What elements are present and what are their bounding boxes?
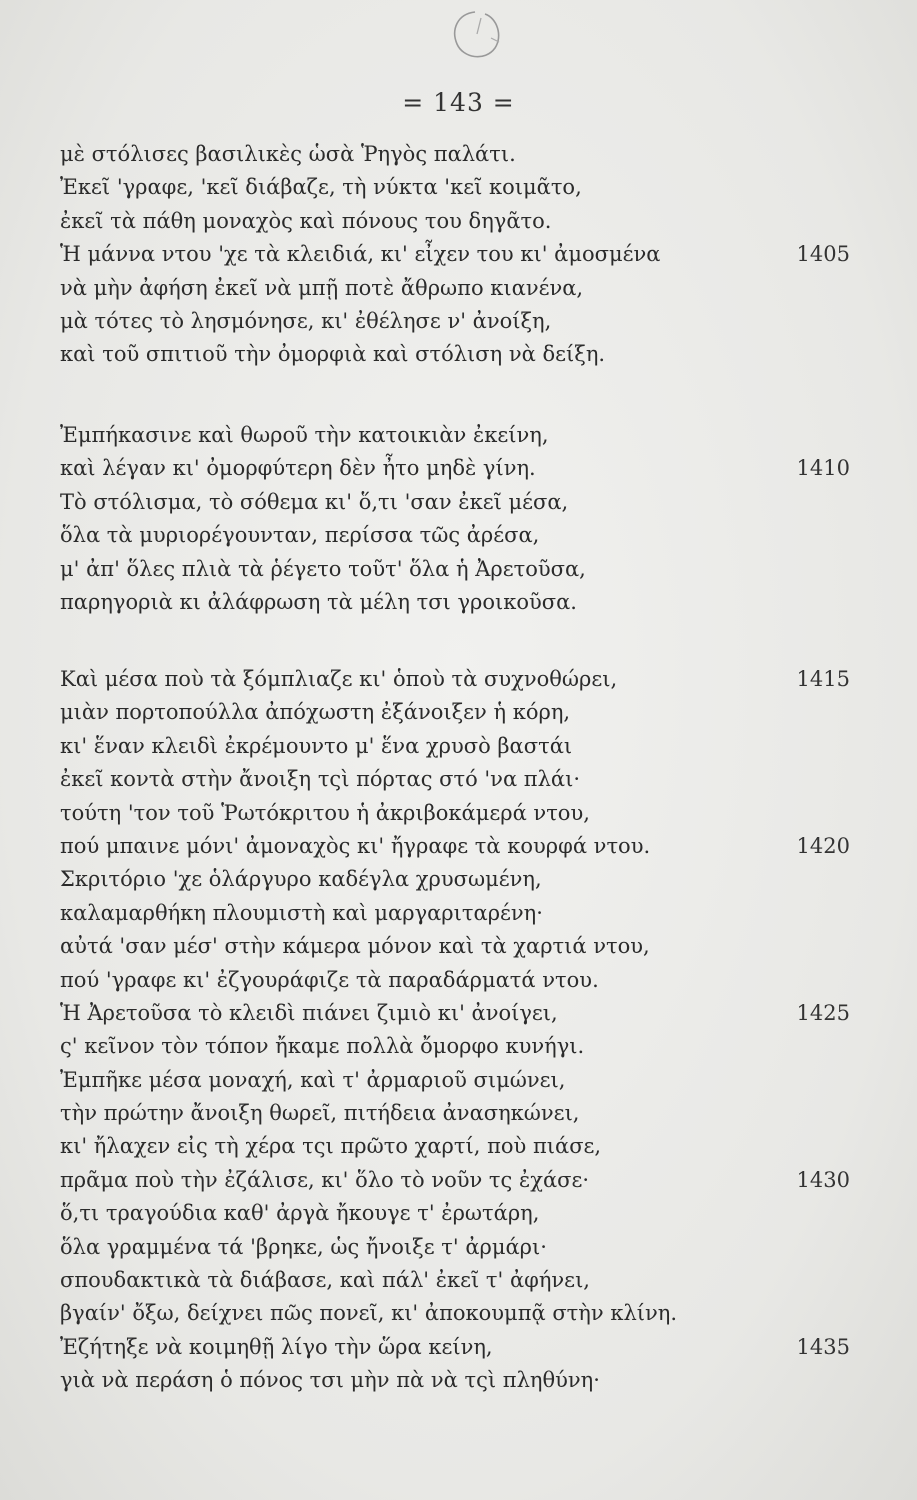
verse-text: καλαμαρθήκη πλουμιστὴ καὶ μαργαριταρένη·	[60, 900, 543, 925]
verse-line	[60, 553, 860, 586]
verse-line	[60, 452, 860, 485]
verse-text: ἐκεῖ τὰ πάθη μοναχὸς καὶ πόνους του δηγᾶτο.	[60, 208, 552, 233]
verse-line	[60, 1097, 860, 1130]
verse-text: Ἐμπῆκε μέσα μοναχή, καὶ τ' ἀρμαριοῦ σιμώνει,	[60, 1067, 566, 1092]
verse-line	[60, 486, 860, 519]
verse-line	[60, 519, 860, 552]
verse-text: ς' κεῖνον τὸν τόπον ἤκαμε πολλὰ ὄμορφο κυνήγι.	[60, 1034, 585, 1059]
line-number: 1425	[796, 1000, 850, 1025]
verse-text: νὰ μὴν ἀφήση ἐκεῖ νὰ μπῇ ποτὲ ἄθρωπο κιανένα,	[60, 275, 584, 300]
verse-text: πού μπαινε μόνι' ἀμοναχὸς κι' ἤγραφε τὰ κουρφά ντου.	[60, 833, 651, 858]
verse-text: Ἐκεῖ 'γραφε, 'κεῖ διάβαζε, τὴ νύκτα 'κεῖ κοιμᾶτο,	[60, 175, 582, 200]
verse-text: μιὰν πορτοπούλλα ἀπόχωστη ἐξάνοιξεν ἡ κόρη,	[60, 700, 571, 725]
page-number: = 143 =	[402, 88, 515, 117]
verse-line	[60, 1164, 860, 1197]
verse-text: Ἡ Ἀρετοῦσα τὸ κλειδὶ πιάνει ζιμιὸ κι' ἀνοίγει,	[60, 1000, 558, 1025]
verse-text: καὶ τοῦ σπιτιοῦ τὴν ὀμορφιὰ καὶ στόλιση νὰ δείξη.	[60, 342, 606, 367]
verse-line	[60, 897, 860, 930]
verse-text: βγαίν' ὄξω, δείχνει πῶς πονεῖ, κι' ἀποκουμπᾷ στὴν κλίνη.	[60, 1301, 678, 1326]
verse-line	[60, 964, 860, 997]
verse-line	[60, 238, 860, 271]
verse-line	[60, 1297, 860, 1330]
verse-line	[60, 272, 860, 305]
verse-text: παρηγοριὰ κι ἀλάφρωση τὰ μέλη τσι γροικοῦσα.	[60, 589, 577, 614]
verse-line	[60, 1331, 860, 1364]
verse-text: γιὰ νὰ περάση ὁ πόνος τσι μὴν πὰ νὰ τςὶ πληθύνη·	[60, 1368, 600, 1393]
verse-text: σπουδακτικὰ τὰ διάβασε, καὶ πάλ' ἐκεῖ τ' ἀφήνει,	[60, 1268, 590, 1293]
verse-line	[60, 1197, 860, 1230]
verse-line	[60, 1231, 860, 1264]
stanza	[60, 419, 860, 619]
verse-line	[60, 863, 860, 896]
verse-line	[60, 797, 860, 830]
verse-line	[60, 338, 860, 371]
verse-line	[60, 730, 860, 763]
stanza	[60, 663, 860, 1398]
verse-text: πρᾶμα ποὺ τὴν ἐζάλισε, κι' ὅλο τὸ νοῦν τς ἐχάσε·	[60, 1167, 590, 1192]
verse-line	[60, 205, 860, 238]
verse-line	[60, 830, 860, 863]
verse-line	[60, 763, 860, 796]
line-number: 1420	[796, 833, 850, 858]
verse-line	[60, 997, 860, 1030]
verse-text: μὲ στόλισες βασιλικὲς ὡσὰ Ῥηγὸς παλάτι.	[60, 142, 516, 166]
verse-text: καὶ λέγαν κι' ὀμορφύτερη δὲν ἦτο μηδὲ γίνη.	[60, 456, 536, 481]
verse-text: ὅλα τὰ μυριορέγουνταν, περίσσα τῶς ἀρέσα,	[60, 523, 540, 548]
verse-line	[60, 696, 860, 729]
line-number: 1415	[796, 667, 850, 691]
verse-line	[60, 1264, 860, 1297]
verse-text: Τὸ στόλισμα, τὸ σόθεμα κι' ὅ,τι 'σαν ἐκεῖ μέσα,	[60, 489, 569, 514]
line-number: 1405	[796, 242, 850, 267]
verse-text: μὰ τότες τὸ λησμόνησε, κι' ἐθέλησε ν' ἀνοίξη,	[60, 308, 552, 333]
verse-line	[60, 586, 860, 619]
verse-line	[60, 419, 860, 452]
verse-text: τὴν πρώτην ἄνοιξη θωρεῖ, πιτήδεια ἀνασηκώνει,	[60, 1101, 580, 1126]
verse-line	[60, 1030, 860, 1063]
verse-line	[60, 663, 860, 696]
verse-text: κι' ἤλαχεν εἰς τὴ χέρα τςι πρῶτο χαρτί, ποὺ πιάσε,	[60, 1134, 602, 1159]
verse-text: Ἐμπήκασινε καὶ θωροῦ τὴν κατοικιὰν ἐκείνη,	[60, 423, 549, 447]
verse-text: τούτη 'τον τοῦ Ῥωτόκριτου ἡ ἀκριβοκάμερά ντου,	[60, 800, 590, 825]
verse-text: Ἡ μάννα ντου 'χε τὰ κλειδιά, κι' εἶχεν του κι' ἀμοσμένα	[60, 242, 661, 267]
verse-text: μ' ἀπ' ὅλες πλιὰ τὰ ῥέγετο τοῦτ' ὅλα ἡ Ἀρετοῦσα,	[60, 556, 586, 581]
stanza	[60, 138, 860, 372]
line-number: 1435	[796, 1334, 850, 1359]
verse-line	[60, 171, 860, 204]
line-number: 1430	[796, 1167, 850, 1192]
verse-text: ἐκεῖ κοντὰ στὴν ἄνοιξη τςὶ πόρτας στό 'να πλάι·	[60, 767, 580, 792]
library-stamp-icon	[445, 8, 505, 68]
verse-line	[60, 138, 860, 171]
verse-text: ὅλα γραμμένα τά 'βρηκε, ὡς ἤνοιξε τ' ἀρμάρι·	[60, 1234, 547, 1259]
verse-line	[60, 1130, 860, 1163]
verse-text: Ἐζήτηξε νὰ κοιμηθῇ λίγο τὴν ὥρα κείνη,	[60, 1334, 493, 1359]
verse-line	[60, 305, 860, 338]
verse-text: ὅ,τι τραγούδια καθ' ἀργὰ ἤκουγε τ' ἐρωτάρη,	[60, 1201, 540, 1226]
verse-text: κι' ἕναν κλειδὶ ἐκρέμουντο μ' ἕνα χρυσὸ βαστάι	[60, 733, 573, 758]
verse-line	[60, 1064, 860, 1097]
verse-line	[60, 930, 860, 963]
verse-line	[60, 1364, 860, 1397]
verse-text: Σκριτόριο 'χε ὁλάργυρο καδέγλα χρυσωμένη,	[60, 867, 542, 892]
verse-text: πού 'γραφε κι' ἐζγουράφιζε τὰ παραδάρματά ντου.	[60, 967, 599, 992]
verse-text: Καὶ μέσα ποὺ τὰ ξόμπλιαζε κι' ὁποὺ τὰ συχνοθώρει,	[60, 667, 618, 691]
line-number: 1410	[796, 456, 850, 481]
verse-text: αὐτά 'σαν μέσ' στὴν κάμερα μόνον καὶ τὰ χαρτιά ντου,	[60, 934, 650, 959]
